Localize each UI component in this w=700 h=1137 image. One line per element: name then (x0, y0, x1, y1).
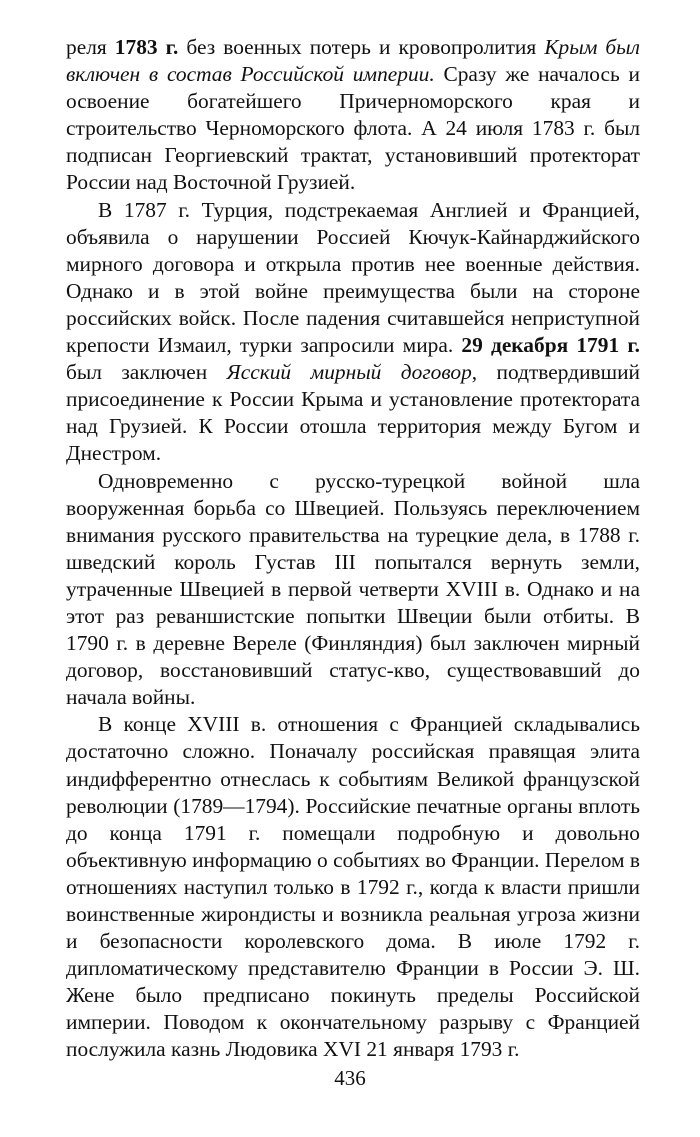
page-body (66, 34, 640, 1064)
italic-phrase: Крым был включен в состав Российской империи. (66, 35, 641, 87)
bold-date: 1783 г. (114, 35, 179, 59)
text-run: Одновременно с русско-турецкой войной шла вооруженная борьба со Швецией. Пользуясь переключением внимания русского правительства на турецкие дела, в 1788 г. шведский король Густав III попытался вернуть земли, утраченные Швецией в первой четверти XVIII в. Однако и на этот раз реваншистские попытки Швеции были отбиты. В 1790 г. в деревне Вереле (Финляндия) был заключен мирный договор, восстановивший статус-кво, существовавший до начала войны. (66, 468, 640, 710)
paragraph-3 (66, 468, 640, 712)
text-run: был заключен (66, 360, 227, 385)
paragraph-2 (66, 197, 640, 468)
paragraph-1 (66, 34, 640, 197)
text-run: Сразу же началось и освоение богатейшего Причерноморского края и строительство Черноморского флота. А 24 июля 1783 г. был подписан Георгиевский трактат, установивший протекторат России над Восточной Грузией. (66, 62, 640, 195)
text-run: без военных потерь и кровопролития (178, 35, 545, 59)
page-number: 436 (334, 1066, 366, 1090)
text-run: реля (66, 35, 115, 59)
paragraph-4 (66, 711, 640, 1063)
text-run: , подтвердивший присоединение к России Крыма и установление протектората над Грузией. К России отошла территория между Бугом и Днестром. (66, 360, 640, 466)
text-run: В 1787 г. Турция, подстрекаемая Англией и Францией, объявила о нарушении Россией Кючук-Кайнарджийского мирного договора и открыла против нее военные действия. Однако и в этой войне преимущества были на стороне российских войск. После падения считавшейся неприступной крепости Измаил, турки запросили мира. (66, 197, 640, 358)
text-run: В конце XVIII в. отношения с Францией складывались достаточно сложно. Поначалу российская правящая элита индифферентно отнеслась к событиям Великой французской революции (1789—1794). Российские печатные органы вплоть до конца 1791 г. помещали подробную и довольно объективную информацию о событиях во Франции. Перелом в отношениях наступил только в 1792 г., когда к власти пришли воинственные жирондисты и возникла реальная угроза жизни и безопасности королевского дома. В июле 1792 г. дипломатическому представителю Франции в России Э. Ш. Жене было предписано покинуть пределы Российской империи. Поводом к окончательному разрыву с Францией послужила казнь Людовика XVI 21 января 1793 г. (66, 712, 640, 1062)
bold-date: 29 декабря 1791 г. (461, 333, 640, 358)
italic-phrase: Ясский мирный договор (226, 360, 472, 385)
